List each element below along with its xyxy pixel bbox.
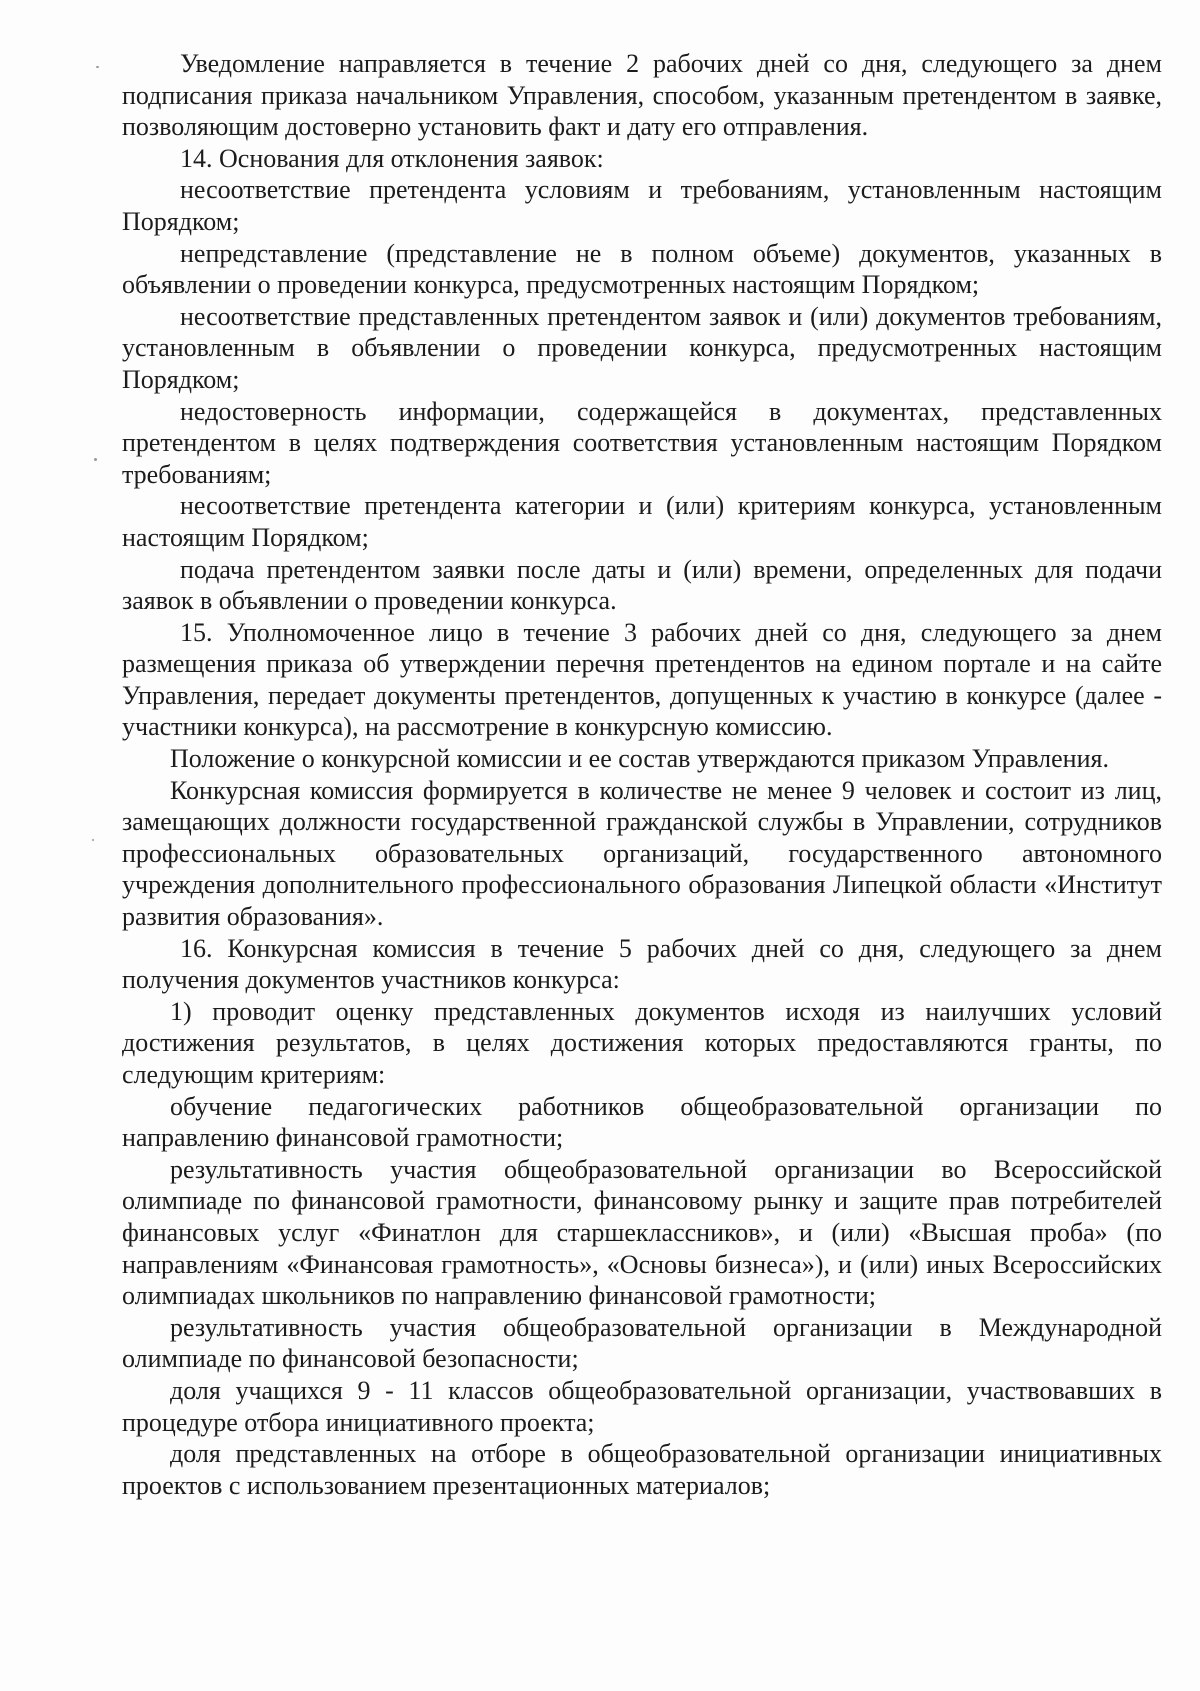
scan-speck xyxy=(94,458,97,461)
paragraph-criterion-3: результативность участия общеобразовательной организации в Международной олимпиаде по финансовой безопасности; xyxy=(122,1312,1162,1374)
document-body xyxy=(122,48,1162,1501)
paragraph-commission-statute: Положение о конкурсной комиссии и ее состав утверждаются приказом Управления. xyxy=(170,744,1109,774)
paragraph-rejection-reason-2: непредставление (представление не в полном объеме) документов, указанных в объявлении о проведении конкурса, предусмотренных настоящим Порядком; xyxy=(122,238,1162,300)
paragraph-criterion-1: обучение педагогических работников общеобразовательной организации по направлению финансовой грамотности; xyxy=(122,1091,1162,1153)
paragraph-rejection-reason-4: недостоверность информации, содержащейся в документах, представленных претендентом в целях подтверждения соответствия установленным настоящим Порядком требованиям; xyxy=(122,396,1162,489)
paragraph-section-15: 15. Уполномоченное лицо в течение 3 рабочих дней со дня, следующего за днем размещения приказа об утверждении перечня претендентов на едином портале и на сайте Управления, передает документы претендентов, допущенных к участию в конкурсе (далее - участники конкурса), на рассмотрение в конкурсную комиссию. xyxy=(122,617,1162,742)
paragraph-criterion-4: доля учащихся 9 - 11 классов общеобразовательной организации, участвовавших в процедуре отбора инициативного проекта; xyxy=(122,1375,1162,1437)
paragraph-section-14-heading: 14. Основания для отклонения заявок: xyxy=(180,143,604,173)
paragraph-criteria-intro: 1) проводит оценку представленных документов исходя из наилучших условий достижения результатов, в целях достижения которых предоставляются гранты, по следующим критериям: xyxy=(122,996,1162,1089)
scan-speck xyxy=(96,66,99,68)
paragraph-rejection-reason-1: несоответствие претендента условиям и требованиям, установленным настоящим Порядком; xyxy=(122,175,1162,236)
paragraph-rejection-reason-6: подача претендентом заявки после даты и (или) времени, определенных для подачи заявок в объявлении о проведении конкурса. xyxy=(122,554,1162,616)
paragraph-rejection-reason-3: несоответствие представленных претендентом заявок и (или) документов требованиям, установленным в объявлении о проведении конкурса, предусмотренных настоящим Порядком; xyxy=(122,301,1162,394)
paragraph-notification: Уведомление направляется в течение 2 рабочих дней со дня, следующего за днем подписания приказа начальником Управления, способом, указанным претендентом в заявке, позволяющим достоверно установить факт и дату его отправления. xyxy=(122,49,1162,142)
paragraph-criterion-5: доля представленных на отборе в общеобразовательной организации инициативных проектов с использованием презентационных материалов; xyxy=(122,1439,1162,1500)
scan-speck xyxy=(92,839,94,841)
paragraph-rejection-reason-5: несоответствие претендента категории и (или) критериям конкурса, установленным настоящим Порядком; xyxy=(122,491,1162,552)
paragraph-section-16: 16. Конкурсная комиссия в течение 5 рабочих дней со дня, следующего за днем получения документов участников конкурса: xyxy=(122,933,1162,995)
paragraph-commission-composition: Конкурсная комиссия формируется в количестве не менее 9 человек и состоит из лиц, замещающих должности государственной гражданской службы в Управлении, сотрудников профессиональных образовательных организаций, государственного автономного учреждения дополнительного профессионального образования Липецкой области «Институт развития образования». xyxy=(122,775,1162,932)
paragraph-criterion-2: результативность участия общеобразовательной организации во Всероссийской олимпиаде по финансовой грамотности, финансовому рынку и защите прав потребителей финансовых услуг «Финатлон для старшеклассников», и (или) «Высшая проба» (по направлениям «Финансовая грамотность», «Основы бизнеса»), и (или) иных Всероссийских олимпиадах школьников по направлению финансовой грамотности; xyxy=(122,1154,1162,1311)
